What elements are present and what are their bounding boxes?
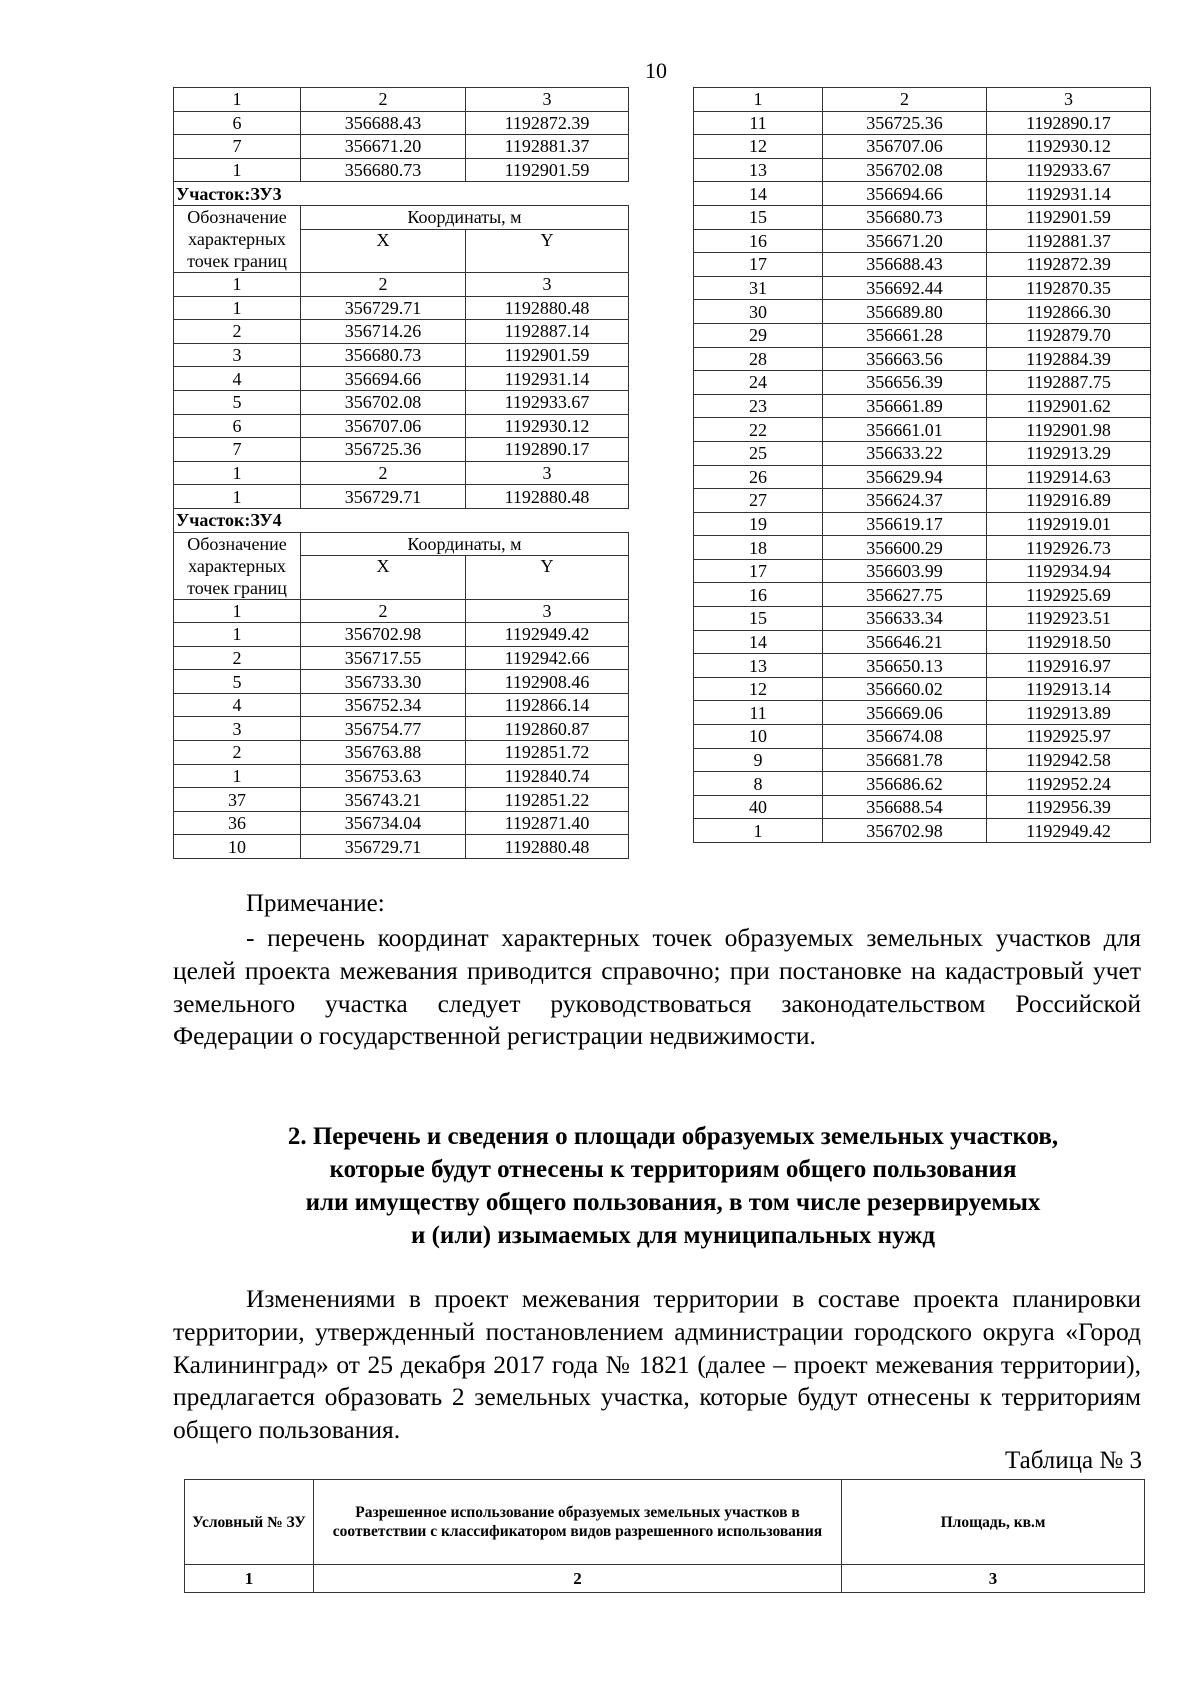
column-number-row	[694, 88, 1151, 112]
column-number: 2	[301, 272, 466, 296]
x-coordinate: 356671.20	[301, 135, 466, 159]
point-number: 12	[694, 677, 823, 701]
x-coordinate: 356674.08	[823, 725, 987, 749]
table-row	[694, 441, 1151, 465]
point-number: 13	[694, 158, 823, 182]
table-row	[174, 343, 629, 367]
table-row	[694, 205, 1151, 229]
table-row	[694, 323, 1151, 347]
x-coordinate: 356754.77	[301, 717, 466, 741]
table-row	[694, 701, 1151, 725]
header-line: характерных	[188, 555, 286, 576]
column-number: 1	[174, 461, 301, 485]
table-row	[694, 111, 1151, 135]
table-row	[694, 135, 1151, 159]
header-line: Обозначение	[187, 206, 287, 227]
y-coordinate: 1192884.39	[987, 347, 1151, 371]
y-coordinate: 1192933.67	[987, 158, 1151, 182]
y-coordinate: 1192860.87	[466, 717, 629, 741]
header-y: Y	[466, 556, 629, 599]
x-coordinate: 356717.55	[301, 646, 466, 670]
header-coordinates: Координаты, м	[301, 532, 629, 556]
y-coordinate: 1192930.12	[987, 135, 1151, 159]
y-coordinate: 1192949.42	[466, 623, 629, 647]
column-number-row	[174, 272, 629, 296]
x-coordinate: 356656.39	[823, 371, 987, 395]
y-coordinate: 1192914.63	[987, 465, 1151, 489]
point-number: 29	[694, 323, 823, 347]
x-coordinate: 356650.13	[823, 654, 987, 678]
y-coordinate: 1192901.59	[466, 343, 629, 367]
x-coordinate: 356763.88	[301, 741, 466, 765]
header-permitted-use: Разрешенное использование образуемых земельных участков в соответствии с классификатором видов разрешенного использования	[314, 1480, 842, 1565]
y-coordinate: 1192930.12	[466, 414, 629, 438]
point-number: 5	[174, 390, 301, 414]
table-row	[174, 390, 629, 414]
y-coordinate: 1192887.75	[987, 371, 1151, 395]
point-number: 4	[174, 693, 301, 717]
header-line: точек границ	[187, 250, 287, 271]
y-coordinate: 1192840.74	[466, 764, 629, 788]
x-coordinate: 356694.66	[823, 182, 987, 206]
x-coordinate: 356603.99	[823, 559, 987, 583]
section-2-heading	[173, 1120, 1173, 1252]
column-number: 2	[301, 461, 466, 485]
point-number: 16	[694, 583, 823, 607]
column-number: 3	[987, 88, 1151, 112]
point-number: 3	[174, 343, 301, 367]
y-coordinate: 1192931.14	[987, 182, 1151, 206]
x-coordinate: 356753.63	[301, 764, 466, 788]
table-row	[694, 536, 1151, 560]
x-coordinate: 356633.34	[823, 607, 987, 631]
table-row	[174, 158, 629, 182]
table-row	[174, 646, 629, 670]
point-number: 22	[694, 418, 823, 442]
point-number: 17	[694, 253, 823, 277]
column-number-row	[174, 88, 629, 112]
y-coordinate: 1192851.72	[466, 741, 629, 765]
column-number: 1	[174, 88, 301, 112]
point-number: 11	[694, 111, 823, 135]
y-coordinate: 1192881.37	[466, 135, 629, 159]
x-coordinate: 356633.22	[823, 441, 987, 465]
y-coordinate: 1192919.01	[987, 512, 1151, 536]
table-header-row	[185, 1480, 1145, 1565]
table-row	[174, 135, 629, 159]
table-row	[694, 465, 1151, 489]
point-number: 28	[694, 347, 823, 371]
column-number: 3	[842, 1565, 1145, 1593]
point-number: 7	[174, 438, 301, 462]
heading-line: и (или) изымаемых для муниципальных нужд	[410, 1222, 936, 1249]
x-coordinate: 356624.37	[823, 489, 987, 513]
table-row	[694, 654, 1151, 678]
point-number: 31	[694, 276, 823, 300]
table-row	[694, 394, 1151, 418]
header-x: X	[301, 229, 466, 272]
y-coordinate: 1192890.17	[987, 111, 1151, 135]
x-coordinate: 356689.80	[823, 300, 987, 324]
heading-line: или имуществу общего пользования, в том числе резервируемых	[305, 1189, 1041, 1216]
table-row	[174, 438, 629, 462]
table-row	[694, 418, 1151, 442]
header-point-designation	[174, 532, 301, 599]
table-row	[694, 347, 1151, 371]
x-coordinate: 356692.44	[823, 276, 987, 300]
x-coordinate: 356646.21	[823, 630, 987, 654]
y-coordinate: 1192926.73	[987, 536, 1151, 560]
table-row	[694, 512, 1151, 536]
y-coordinate: 1192942.66	[466, 646, 629, 670]
column-number: 1	[694, 88, 823, 112]
point-number: 9	[694, 748, 823, 772]
column-number: 3	[466, 461, 629, 485]
table-row	[174, 741, 629, 765]
x-coordinate: 356663.56	[823, 347, 987, 371]
table-row	[694, 772, 1151, 796]
point-number: 30	[694, 300, 823, 324]
table-row	[694, 158, 1151, 182]
x-coordinate: 356629.94	[823, 465, 987, 489]
point-number: 10	[694, 725, 823, 749]
point-number: 24	[694, 371, 823, 395]
x-coordinate: 356688.43	[823, 253, 987, 277]
y-coordinate: 1192880.48	[466, 296, 629, 320]
point-number: 12	[694, 135, 823, 159]
x-coordinate: 356686.62	[823, 772, 987, 796]
table-row	[694, 725, 1151, 749]
table-row	[694, 559, 1151, 583]
point-number: 25	[694, 441, 823, 465]
y-coordinate: 1192872.39	[987, 253, 1151, 277]
table-row	[174, 367, 629, 391]
header-area: Площадь, кв.м	[842, 1480, 1145, 1565]
point-number: 27	[694, 489, 823, 513]
x-coordinate: 356707.06	[823, 135, 987, 159]
table-row	[174, 320, 629, 344]
x-coordinate: 356619.17	[823, 512, 987, 536]
point-number: 17	[694, 559, 823, 583]
point-number: 15	[694, 205, 823, 229]
x-coordinate: 356600.29	[823, 536, 987, 560]
x-coordinate: 356680.73	[301, 343, 466, 367]
point-number: 14	[694, 630, 823, 654]
header-y: Y	[466, 229, 629, 272]
y-coordinate: 1192901.59	[987, 205, 1151, 229]
table-row	[174, 811, 629, 835]
x-coordinate: 356752.34	[301, 693, 466, 717]
note-title: Примечание:	[246, 890, 385, 917]
table-row	[694, 300, 1151, 324]
coordinates-table-right	[693, 87, 1151, 843]
table-row	[694, 489, 1151, 513]
point-number: 8	[694, 772, 823, 796]
table-row	[694, 748, 1151, 772]
x-coordinate: 356669.06	[823, 701, 987, 725]
point-number: 4	[174, 367, 301, 391]
table-row	[174, 670, 629, 694]
table-row	[694, 795, 1151, 819]
table-row	[694, 677, 1151, 701]
coordinates-table-left	[173, 87, 629, 859]
table-row	[174, 296, 629, 320]
point-number: 1	[174, 623, 301, 647]
table-row	[174, 835, 629, 859]
table-row	[694, 607, 1151, 631]
table-row	[694, 583, 1151, 607]
column-number: 1	[174, 599, 301, 623]
y-coordinate: 1192923.51	[987, 607, 1151, 631]
y-coordinate: 1192931.14	[466, 367, 629, 391]
y-coordinate: 1192952.24	[987, 772, 1151, 796]
y-coordinate: 1192872.39	[466, 111, 629, 135]
y-coordinate: 1192908.46	[466, 670, 629, 694]
x-coordinate: 356661.28	[823, 323, 987, 347]
y-coordinate: 1192890.17	[466, 438, 629, 462]
y-coordinate: 1192925.69	[987, 583, 1151, 607]
y-coordinate: 1192851.22	[466, 788, 629, 812]
header-row	[174, 205, 629, 229]
note-text: - перечень координат характерных точек образуемых земельных участков для целей проекта межевания приводится справочно; при постановке на кадастровый учет земельного участка следует руководствоваться законодательством Российской Федерации о государственной регистрации недвижимости.	[173, 923, 1141, 1051]
point-number: 19	[694, 512, 823, 536]
y-coordinate: 1192901.98	[987, 418, 1151, 442]
header-line: Обозначение	[187, 533, 287, 554]
table-row	[694, 819, 1151, 843]
table-row	[174, 764, 629, 788]
table-row	[174, 788, 629, 812]
x-coordinate: 356734.04	[301, 811, 466, 835]
y-coordinate: 1192866.30	[987, 300, 1151, 324]
point-number: 2	[174, 646, 301, 670]
point-number: 18	[694, 536, 823, 560]
table-row	[174, 111, 629, 135]
y-coordinate: 1192879.70	[987, 323, 1151, 347]
point-number: 6	[174, 111, 301, 135]
point-number: 1	[174, 485, 301, 509]
heading-line: которые будут отнесены к территориям общего пользования	[329, 1156, 1017, 1183]
y-coordinate: 1192916.97	[987, 654, 1151, 678]
point-number: 5	[174, 670, 301, 694]
point-number: 10	[174, 835, 301, 859]
point-number: 36	[174, 811, 301, 835]
x-coordinate: 356681.78	[823, 748, 987, 772]
header-line: точек границ	[187, 577, 287, 598]
point-number: 1	[694, 819, 823, 843]
header-plot-number: Условный № ЗУ	[185, 1480, 314, 1565]
column-number: 2	[301, 88, 466, 112]
y-coordinate: 1192913.89	[987, 701, 1151, 725]
x-coordinate: 356702.98	[301, 623, 466, 647]
x-coordinate: 356694.66	[301, 367, 466, 391]
x-coordinate: 356714.26	[301, 320, 466, 344]
note-paragraph	[173, 922, 1141, 1053]
point-number: 16	[694, 229, 823, 253]
column-number: 3	[466, 272, 629, 296]
section-row	[174, 182, 629, 206]
y-coordinate: 1192866.14	[466, 693, 629, 717]
column-number: 1	[185, 1565, 314, 1593]
column-number-row	[174, 461, 629, 485]
y-coordinate: 1192901.62	[987, 394, 1151, 418]
header-point-designation	[174, 205, 301, 272]
point-number: 1	[174, 158, 301, 182]
y-coordinate: 1192934.94	[987, 559, 1151, 583]
y-coordinate: 1192916.89	[987, 489, 1151, 513]
table-row	[694, 253, 1151, 277]
y-coordinate: 1192901.59	[466, 158, 629, 182]
x-coordinate: 356725.36	[301, 438, 466, 462]
column-number: 2	[823, 88, 987, 112]
x-coordinate: 356680.73	[301, 158, 466, 182]
header-coordinates: Координаты, м	[301, 205, 629, 229]
x-coordinate: 356733.30	[301, 670, 466, 694]
x-coordinate: 356660.02	[823, 677, 987, 701]
table-row	[694, 276, 1151, 300]
y-coordinate: 1192881.37	[987, 229, 1151, 253]
y-coordinate: 1192871.40	[466, 811, 629, 835]
x-coordinate: 356661.89	[823, 394, 987, 418]
table-row	[694, 630, 1151, 654]
x-coordinate: 356680.73	[823, 205, 987, 229]
x-coordinate: 356729.71	[301, 835, 466, 859]
section-row	[174, 508, 629, 532]
section-2-paragraph	[173, 1283, 1141, 1447]
point-number: 1	[174, 296, 301, 320]
x-coordinate: 356671.20	[823, 229, 987, 253]
table-row	[694, 182, 1151, 206]
point-number: 2	[174, 320, 301, 344]
y-coordinate: 1192942.58	[987, 748, 1151, 772]
x-coordinate: 356688.54	[823, 795, 987, 819]
point-number: 14	[694, 182, 823, 206]
table-row	[694, 229, 1151, 253]
x-coordinate: 356661.01	[823, 418, 987, 442]
column-number: 2	[314, 1565, 842, 1593]
x-coordinate: 356702.98	[823, 819, 987, 843]
x-coordinate: 356729.71	[301, 485, 466, 509]
point-number: 13	[694, 654, 823, 678]
header-line: характерных	[188, 228, 286, 249]
x-coordinate: 356729.71	[301, 296, 466, 320]
table-caption: Таблица № 3	[1004, 1447, 1142, 1474]
y-coordinate: 1192913.14	[987, 677, 1151, 701]
column-number-row	[174, 599, 629, 623]
y-coordinate: 1192880.48	[466, 835, 629, 859]
point-number: 37	[174, 788, 301, 812]
point-number: 15	[694, 607, 823, 631]
y-coordinate: 1192913.29	[987, 441, 1151, 465]
table-row	[174, 717, 629, 741]
table-number-row	[185, 1565, 1145, 1593]
x-coordinate: 356725.36	[823, 111, 987, 135]
column-number: 2	[301, 599, 466, 623]
point-number: 23	[694, 394, 823, 418]
y-coordinate: 1192880.48	[466, 485, 629, 509]
x-coordinate: 356702.08	[301, 390, 466, 414]
x-coordinate: 356702.08	[823, 158, 987, 182]
point-number: 7	[174, 135, 301, 159]
y-coordinate: 1192949.42	[987, 819, 1151, 843]
paragraph-text: Изменениями в проект межевания территории в составе проекта планировки территории, утвержденный постановлением администрации городского округа «Город Калининград» от 25 декабря 2017 года № 1821 (далее – проект межевания территории), предлагается образовать 2 земельных участка, которые будут отнесены к территориям общего пользования.	[173, 1284, 1141, 1445]
point-number: 26	[694, 465, 823, 489]
point-number: 6	[174, 414, 301, 438]
y-coordinate: 1192956.39	[987, 795, 1151, 819]
x-coordinate: 356627.75	[823, 583, 987, 607]
page-number: 10	[645, 58, 667, 83]
point-number: 40	[694, 795, 823, 819]
y-coordinate: 1192933.67	[466, 390, 629, 414]
point-number: 1	[174, 764, 301, 788]
table-row	[174, 485, 629, 509]
point-number: 11	[694, 701, 823, 725]
table-row	[174, 414, 629, 438]
heading-line: 2. Перечень и сведения о площади образуемых земельных участков,	[287, 1123, 1059, 1150]
point-number: 3	[174, 717, 301, 741]
x-coordinate: 356743.21	[301, 788, 466, 812]
y-coordinate: 1192925.97	[987, 725, 1151, 749]
table-row	[174, 623, 629, 647]
header-x: X	[301, 556, 466, 599]
point-number: 2	[174, 741, 301, 765]
y-coordinate: 1192887.14	[466, 320, 629, 344]
header-row	[174, 532, 629, 556]
column-number: 3	[466, 599, 629, 623]
table-row	[174, 693, 629, 717]
x-coordinate: 356707.06	[301, 414, 466, 438]
column-number: 3	[466, 88, 629, 112]
table-row	[694, 371, 1151, 395]
column-number: 1	[174, 272, 301, 296]
section-label: Участок:ЗУ3	[174, 182, 629, 206]
y-coordinate: 1192918.50	[987, 630, 1151, 654]
y-coordinate: 1192870.35	[987, 276, 1151, 300]
land-plots-table	[184, 1479, 1145, 1593]
section-label: Участок:ЗУ4	[174, 508, 629, 532]
x-coordinate: 356688.43	[301, 111, 466, 135]
